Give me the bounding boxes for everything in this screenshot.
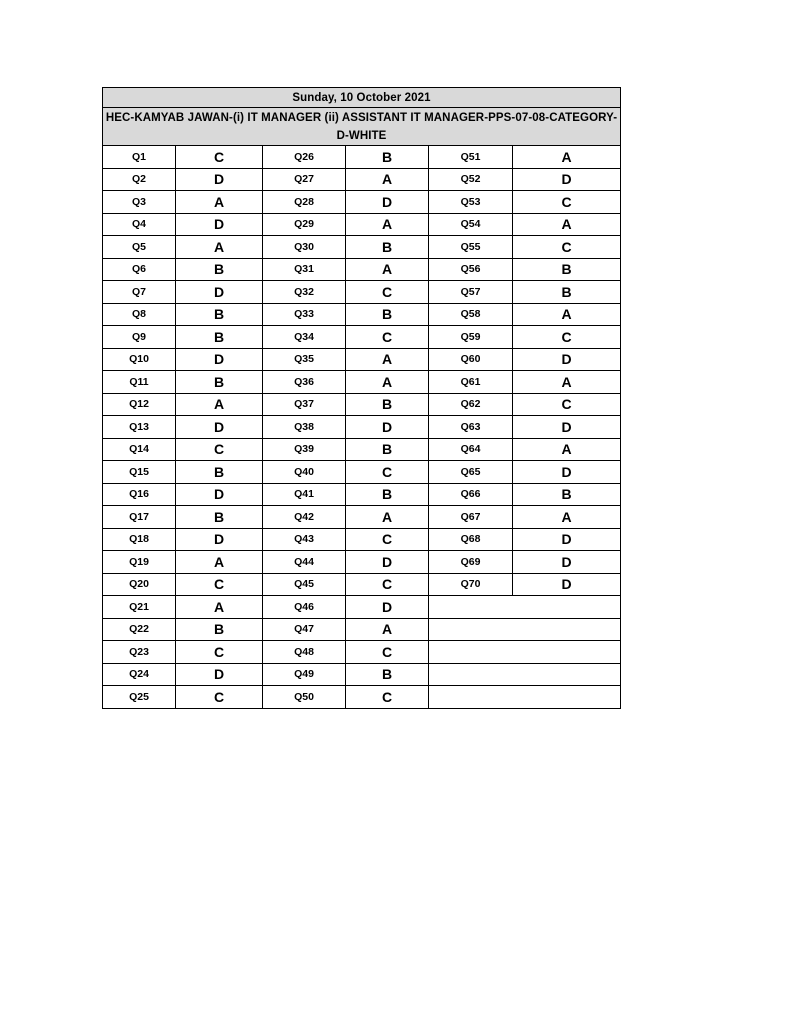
question-number-cell: Q68 [429, 528, 513, 551]
question-number-cell: Q36 [263, 371, 346, 394]
table-row [103, 326, 621, 349]
table-row [103, 236, 621, 259]
question-number-cell: Q60 [429, 348, 513, 371]
question-number-cell: Q28 [263, 191, 346, 214]
question-number-cell: Q20 [103, 573, 176, 596]
question-number-cell: Q67 [429, 506, 513, 529]
answer-option-cell: D [176, 416, 263, 439]
table-row [103, 528, 621, 551]
question-number-cell: Q37 [263, 393, 346, 416]
answer-option-cell: B [346, 146, 429, 169]
question-number-cell: Q21 [103, 596, 176, 619]
question-number-cell: Q15 [103, 461, 176, 484]
answer-option-cell: C [513, 393, 621, 416]
question-number-cell: Q59 [429, 326, 513, 349]
answer-option-cell: B [346, 236, 429, 259]
question-number-cell: Q16 [103, 483, 176, 506]
table-row [103, 348, 621, 371]
question-number-cell: Q27 [263, 168, 346, 191]
answer-option-cell: D [513, 573, 621, 596]
answer-option-cell: A [513, 213, 621, 236]
answer-option-cell: A [513, 303, 621, 326]
answer-option-cell: B [346, 393, 429, 416]
question-number-cell: Q12 [103, 393, 176, 416]
answer-option-cell: C [176, 686, 263, 709]
question-number-cell: Q58 [429, 303, 513, 326]
answer-option-cell: B [176, 371, 263, 394]
question-number-cell: Q10 [103, 348, 176, 371]
question-number-cell: Q64 [429, 438, 513, 461]
table-row [103, 416, 621, 439]
question-number-cell: Q26 [263, 146, 346, 169]
question-number-cell: Q46 [263, 596, 346, 619]
answer-option-cell: D [176, 483, 263, 506]
question-number-cell: Q44 [263, 551, 346, 574]
answer-option-cell: D [176, 663, 263, 686]
table-row [103, 686, 621, 709]
empty-cell [429, 596, 621, 619]
question-number-cell: Q34 [263, 326, 346, 349]
exam-title: HEC-KAMYAB JAWAN-(i) IT MANAGER (ii) ASSISTANT IT MANAGER-PPS-07-08-CATEGORY-D-WHITE [103, 108, 621, 146]
answer-option-cell: C [513, 191, 621, 214]
question-number-cell: Q4 [103, 213, 176, 236]
answer-option-cell: A [346, 618, 429, 641]
answer-option-cell: A [346, 168, 429, 191]
answer-option-cell: C [346, 641, 429, 664]
answer-option-cell: C [513, 236, 621, 259]
answer-option-cell: B [176, 303, 263, 326]
table-row [103, 438, 621, 461]
question-number-cell: Q45 [263, 573, 346, 596]
table-row [103, 281, 621, 304]
question-number-cell: Q51 [429, 146, 513, 169]
table-row [103, 551, 621, 574]
question-number-cell: Q29 [263, 213, 346, 236]
question-number-cell: Q57 [429, 281, 513, 304]
question-number-cell: Q56 [429, 258, 513, 281]
table-row [103, 393, 621, 416]
exam-date: Sunday, 10 October 2021 [103, 88, 621, 108]
answer-option-cell: C [346, 461, 429, 484]
question-number-cell: Q69 [429, 551, 513, 574]
question-number-cell: Q2 [103, 168, 176, 191]
empty-cell [429, 641, 621, 664]
table-row [103, 573, 621, 596]
answer-option-cell: D [513, 528, 621, 551]
answer-option-cell: D [346, 416, 429, 439]
table-row [103, 641, 621, 664]
answer-option-cell: B [346, 663, 429, 686]
question-number-cell: Q31 [263, 258, 346, 281]
table-row [103, 618, 621, 641]
answer-option-cell: D [513, 348, 621, 371]
question-number-cell: Q52 [429, 168, 513, 191]
table-row [103, 371, 621, 394]
answer-option-cell: C [176, 146, 263, 169]
question-number-cell: Q50 [263, 686, 346, 709]
question-number-cell: Q62 [429, 393, 513, 416]
question-number-cell: Q23 [103, 641, 176, 664]
answer-option-cell: D [346, 191, 429, 214]
question-number-cell: Q61 [429, 371, 513, 394]
answer-option-cell: C [346, 686, 429, 709]
answer-option-cell: B [346, 303, 429, 326]
question-number-cell: Q3 [103, 191, 176, 214]
question-number-cell: Q63 [429, 416, 513, 439]
answer-option-cell: C [176, 438, 263, 461]
table-row [103, 168, 621, 191]
table-header-title-row [103, 108, 621, 146]
answer-option-cell: D [176, 213, 263, 236]
answer-option-cell: C [176, 641, 263, 664]
answer-option-cell: A [346, 258, 429, 281]
question-number-cell: Q6 [103, 258, 176, 281]
empty-cell [429, 618, 621, 641]
question-number-cell: Q70 [429, 573, 513, 596]
question-number-cell: Q11 [103, 371, 176, 394]
table-row [103, 191, 621, 214]
answer-option-cell: A [513, 146, 621, 169]
question-number-cell: Q55 [429, 236, 513, 259]
table-row [103, 461, 621, 484]
table-row [103, 146, 621, 169]
answer-option-cell: D [513, 416, 621, 439]
answer-option-cell: D [176, 348, 263, 371]
answer-option-cell: B [176, 618, 263, 641]
answer-option-cell: D [513, 551, 621, 574]
answer-option-cell: A [176, 596, 263, 619]
question-number-cell: Q25 [103, 686, 176, 709]
answer-option-cell: C [346, 528, 429, 551]
answer-option-cell: C [346, 326, 429, 349]
question-number-cell: Q53 [429, 191, 513, 214]
answer-option-cell: B [346, 483, 429, 506]
question-number-cell: Q39 [263, 438, 346, 461]
answer-option-cell: D [346, 596, 429, 619]
table-row [103, 663, 621, 686]
question-number-cell: Q13 [103, 416, 176, 439]
answer-key-table [102, 87, 621, 709]
question-number-cell: Q49 [263, 663, 346, 686]
answer-option-cell: A [346, 506, 429, 529]
answer-option-cell: A [346, 348, 429, 371]
answer-option-cell: C [346, 281, 429, 304]
question-number-cell: Q24 [103, 663, 176, 686]
answer-option-cell: B [176, 258, 263, 281]
answer-option-cell: A [513, 438, 621, 461]
question-number-cell: Q7 [103, 281, 176, 304]
question-number-cell: Q40 [263, 461, 346, 484]
question-number-cell: Q9 [103, 326, 176, 349]
answer-option-cell: C [513, 326, 621, 349]
question-number-cell: Q8 [103, 303, 176, 326]
question-number-cell: Q35 [263, 348, 346, 371]
answer-option-cell: A [513, 371, 621, 394]
answer-option-cell: A [513, 506, 621, 529]
answer-option-cell: A [176, 393, 263, 416]
question-number-cell: Q1 [103, 146, 176, 169]
answer-option-cell: A [346, 213, 429, 236]
answer-option-cell: D [513, 168, 621, 191]
question-number-cell: Q47 [263, 618, 346, 641]
question-number-cell: Q17 [103, 506, 176, 529]
question-number-cell: Q41 [263, 483, 346, 506]
empty-cell [429, 663, 621, 686]
answer-option-cell: A [176, 236, 263, 259]
answer-option-cell: C [346, 573, 429, 596]
answer-option-cell: A [176, 551, 263, 574]
answer-option-cell: B [176, 506, 263, 529]
question-number-cell: Q18 [103, 528, 176, 551]
answer-option-cell: D [176, 168, 263, 191]
table-row [103, 596, 621, 619]
answer-option-cell: B [176, 461, 263, 484]
answer-option-cell: B [513, 258, 621, 281]
question-number-cell: Q48 [263, 641, 346, 664]
empty-cell [429, 686, 621, 709]
question-number-cell: Q22 [103, 618, 176, 641]
question-number-cell: Q14 [103, 438, 176, 461]
answer-option-cell: D [513, 461, 621, 484]
answer-option-cell: A [346, 371, 429, 394]
answer-option-cell: B [513, 281, 621, 304]
question-number-cell: Q32 [263, 281, 346, 304]
table-header-date-row [103, 88, 621, 108]
table-row [103, 303, 621, 326]
question-number-cell: Q54 [429, 213, 513, 236]
answer-option-cell: A [176, 191, 263, 214]
question-number-cell: Q43 [263, 528, 346, 551]
answer-option-cell: B [346, 438, 429, 461]
answer-option-cell: B [513, 483, 621, 506]
table-row [103, 483, 621, 506]
table-row [103, 213, 621, 236]
answer-option-cell: D [176, 528, 263, 551]
table-row [103, 258, 621, 281]
question-number-cell: Q65 [429, 461, 513, 484]
question-number-cell: Q33 [263, 303, 346, 326]
question-number-cell: Q66 [429, 483, 513, 506]
answer-option-cell: C [176, 573, 263, 596]
question-number-cell: Q30 [263, 236, 346, 259]
answer-option-cell: D [346, 551, 429, 574]
table-row [103, 506, 621, 529]
question-number-cell: Q19 [103, 551, 176, 574]
answer-option-cell: D [176, 281, 263, 304]
question-number-cell: Q38 [263, 416, 346, 439]
question-number-cell: Q5 [103, 236, 176, 259]
question-number-cell: Q42 [263, 506, 346, 529]
answer-option-cell: B [176, 326, 263, 349]
